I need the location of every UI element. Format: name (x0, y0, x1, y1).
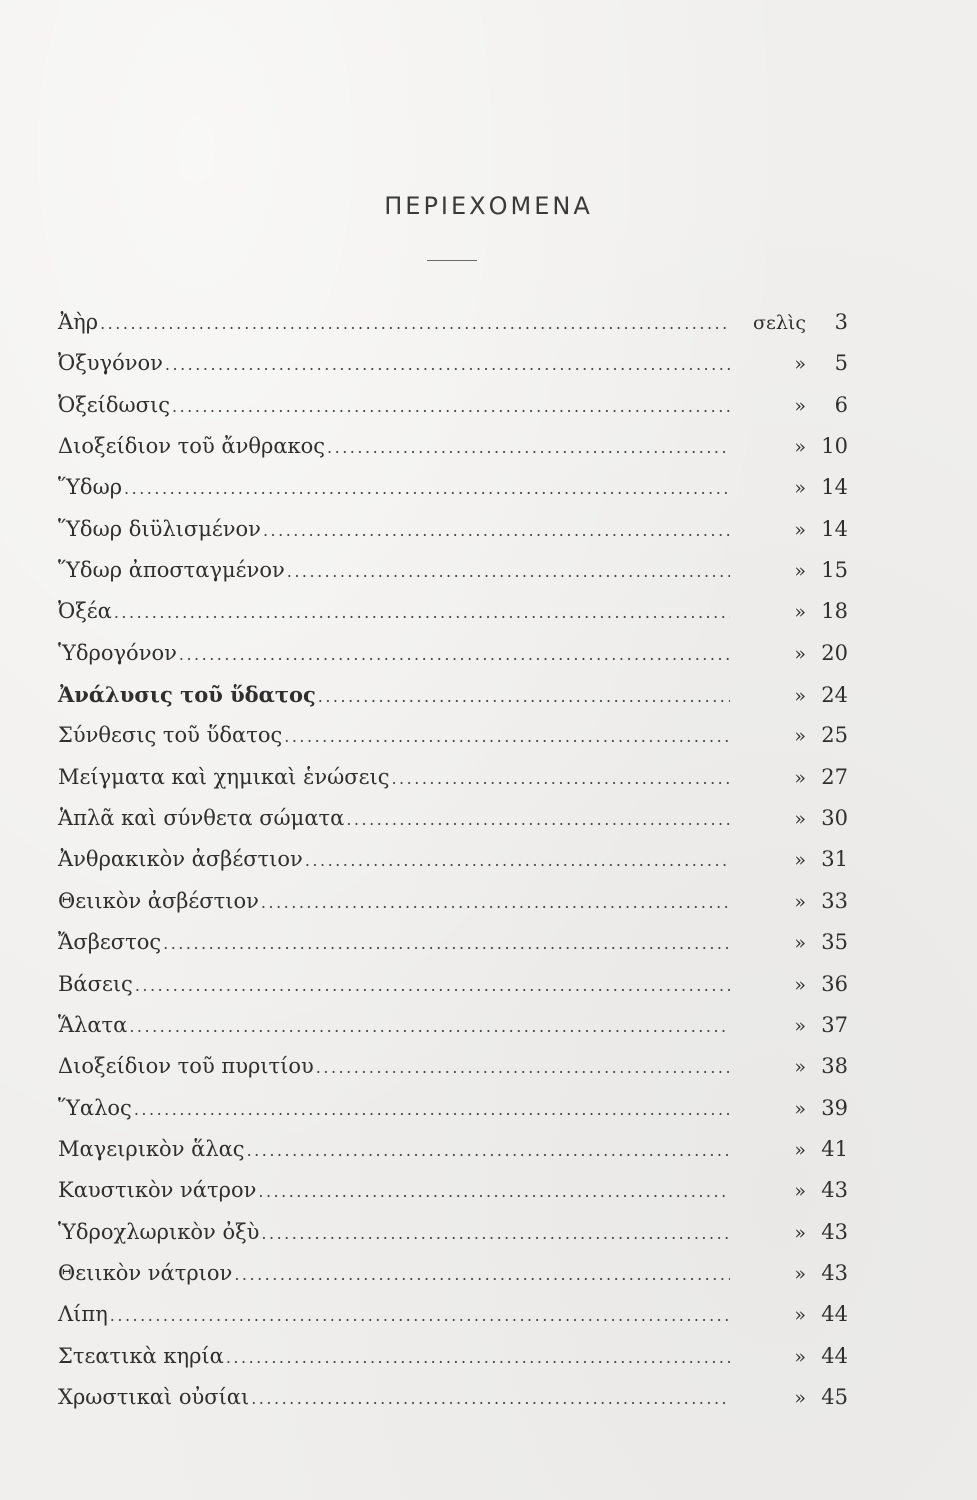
toc-entry-unit: σελὶς (753, 312, 806, 334)
toc-entry-page: 5 (834, 351, 848, 376)
toc-entry (58, 1129, 848, 1170)
toc-entry-label: Ἁπλᾶ καὶ σύνθετα σώματα (58, 806, 345, 831)
toc-entry-label: Θειικὸν νάτριον (58, 1260, 233, 1285)
toc-entry-unit: » (794, 890, 806, 913)
toc-entry-unit: » (794, 685, 806, 708)
toc-entry-page: 35 (821, 930, 848, 955)
toc-entry (58, 1212, 848, 1253)
toc-entry-page: 25 (821, 723, 848, 748)
toc-entry-unit: » (794, 436, 806, 459)
toc-entry-label: Βάσεις (58, 971, 133, 996)
toc-entry (58, 467, 848, 508)
dot-leader (114, 592, 730, 633)
toc-entry-unit: » (794, 849, 806, 872)
toc-entry (58, 1294, 848, 1335)
dot-leader (346, 799, 730, 840)
dot-leader (287, 551, 730, 592)
dot-leader (179, 634, 730, 675)
toc-entry-label: Ἀνθρακικὸν ἀσβέστιον (58, 847, 303, 872)
toc-entry-label: Μαγειρικὸν ἅλας (58, 1136, 245, 1161)
toc-entry (58, 1005, 848, 1046)
toc-entry-unit: » (794, 1345, 806, 1368)
toc-entry-page: 31 (821, 847, 848, 872)
toc-entry-unit: » (794, 1221, 806, 1244)
toc-entry-label: Λίπη (58, 1302, 108, 1327)
toc-entry-label: Σύνθεσις τοῦ ὕδατος (58, 723, 283, 748)
dot-leader (234, 1254, 730, 1295)
toc-entry-unit: » (794, 1056, 806, 1079)
dot-leader (327, 427, 730, 468)
toc-entry-label: Ὀξείδωσις (58, 392, 170, 417)
toc-entry-label: Χρωστικαὶ οὐσίαι (58, 1384, 250, 1409)
toc-entry-page: 3 (834, 310, 848, 334)
toc-entry-label: Ἀνάλυσις τοῦ ὕδατος (58, 682, 316, 708)
toc-entry-unit: » (794, 1304, 806, 1327)
dot-leader (318, 676, 730, 717)
toc-entry (58, 550, 848, 591)
toc-entry-label: Ὕδωρ διϋλισμένον (58, 516, 261, 541)
toc-entry-unit: » (794, 353, 806, 376)
dot-leader (261, 1213, 730, 1254)
toc-entry-label: Διοξείδιον τοῦ πυριτίου (58, 1054, 314, 1079)
dot-leader (305, 840, 730, 881)
toc-entry (58, 385, 848, 426)
dot-leader (163, 923, 730, 964)
toc-entry-page: 39 (821, 1095, 848, 1120)
toc-entry-unit: » (794, 394, 806, 417)
toc-entry-unit: » (794, 642, 806, 665)
toc-entry-page: 6 (834, 392, 848, 417)
toc-entry (58, 1170, 848, 1211)
dot-leader (165, 344, 730, 385)
toc-entry (58, 839, 848, 880)
toc-entry (58, 591, 848, 632)
toc-entry-page: 18 (821, 599, 848, 624)
dot-leader (391, 758, 730, 799)
toc-entry-page: 20 (821, 640, 848, 665)
toc-entry-label: Ἅλατα (58, 1012, 128, 1037)
toc-entry (58, 509, 848, 550)
toc-entry (58, 798, 848, 839)
toc-entry-label: Μείγματα καὶ χημικαὶ ἑνώσεις (58, 764, 390, 789)
toc-entry-page: 38 (821, 1054, 848, 1079)
toc-entry (58, 1336, 848, 1377)
toc-entry-label: Ἄσβεστος (58, 930, 162, 955)
dot-leader (110, 1295, 730, 1336)
toc-entry (58, 1253, 848, 1294)
toc-entry-page: 44 (821, 1343, 848, 1368)
dot-leader (124, 468, 730, 509)
page-title: ΠΕΡΙΕΧΟΜΕΝΑ (384, 192, 593, 220)
toc-entry-label: Ὑδρογόνον (58, 640, 177, 665)
toc-entry-unit: » (794, 766, 806, 789)
toc-entry (58, 343, 848, 384)
dot-leader (100, 303, 730, 344)
toc-entry-unit: » (794, 1180, 806, 1203)
toc-entry (58, 964, 848, 1005)
toc-entry-page: 45 (821, 1384, 848, 1409)
toc-entry-label: Ὀξυγόνον (58, 351, 163, 376)
dot-leader (226, 1337, 730, 1378)
toc-entry-unit: » (794, 1262, 806, 1285)
toc-entry-unit: » (794, 725, 806, 748)
toc-entry-label: Διοξείδιον τοῦ ἄνθρακος (58, 434, 326, 459)
toc-entry (58, 302, 848, 343)
toc-entry-unit: » (794, 1097, 806, 1120)
toc-entry (58, 1377, 848, 1418)
dot-leader (135, 965, 730, 1006)
toc-entry-unit: » (794, 518, 806, 541)
dot-leader (316, 1047, 730, 1088)
toc-entry-label: Ὀξέα (58, 599, 112, 624)
toc-entry (58, 674, 848, 715)
dot-leader (172, 386, 730, 427)
toc-entry-label: Ὕαλος (58, 1095, 132, 1120)
toc-entry-page: 36 (821, 971, 848, 996)
toc-entry-page: 43 (821, 1260, 848, 1285)
toc-entry-page: 14 (821, 475, 848, 500)
toc-entry (58, 1088, 848, 1129)
toc-entry (58, 633, 848, 674)
toc-entry-unit: » (794, 601, 806, 624)
toc-entry-page: 15 (821, 558, 848, 583)
toc-entry (58, 715, 848, 756)
toc-entry-label: Ὕδωρ (58, 475, 123, 500)
toc-entry-page: 33 (821, 888, 848, 913)
toc-entry-page: 43 (821, 1219, 848, 1244)
toc-entry-label: Στεατικὰ κηρία (58, 1343, 224, 1368)
toc-entry-unit: » (794, 973, 806, 996)
toc-entry-page: 24 (821, 683, 848, 708)
table-of-contents (58, 302, 848, 1418)
dot-leader (258, 1171, 730, 1212)
toc-entry-page: 30 (821, 806, 848, 831)
toc-entry-page: 44 (821, 1302, 848, 1327)
toc-entry-page: 41 (821, 1136, 848, 1161)
title-divider (427, 260, 477, 261)
toc-entry-unit: » (794, 560, 806, 583)
toc-entry-unit: » (794, 1386, 806, 1409)
toc-entry-unit: » (794, 808, 806, 831)
dot-leader (261, 882, 730, 923)
dot-leader (284, 716, 730, 757)
toc-entry-unit: » (794, 932, 806, 955)
toc-entry-label: Καυστικὸν νάτρον (58, 1178, 257, 1203)
toc-entry-label: Θειικὸν ἀσβέστιον (58, 888, 259, 913)
toc-entry-page: 27 (821, 764, 848, 789)
toc-entry (58, 881, 848, 922)
toc-entry-label: Ἀὴρ (58, 310, 99, 334)
toc-entry (58, 1046, 848, 1087)
toc-entry-page: 10 (821, 434, 848, 459)
toc-entry-unit: » (794, 1014, 806, 1037)
toc-entry-label: Ὕδωρ ἀποσταγμένον (58, 558, 285, 583)
toc-entry-unit: » (794, 477, 806, 500)
toc-entry (58, 922, 848, 963)
dot-leader (251, 1378, 730, 1419)
dot-leader (247, 1130, 730, 1171)
dot-leader (134, 1089, 730, 1130)
dot-leader (129, 1006, 730, 1047)
toc-entry-label: Ὑδροχλωρικὸν ὀξὺ (58, 1219, 260, 1244)
toc-entry-unit: » (794, 1138, 806, 1161)
dot-leader (263, 510, 730, 551)
toc-entry-page: 14 (821, 516, 848, 541)
toc-entry (58, 426, 848, 467)
toc-entry (58, 757, 848, 798)
toc-entry-page: 37 (821, 1012, 848, 1037)
toc-entry-page: 43 (821, 1178, 848, 1203)
